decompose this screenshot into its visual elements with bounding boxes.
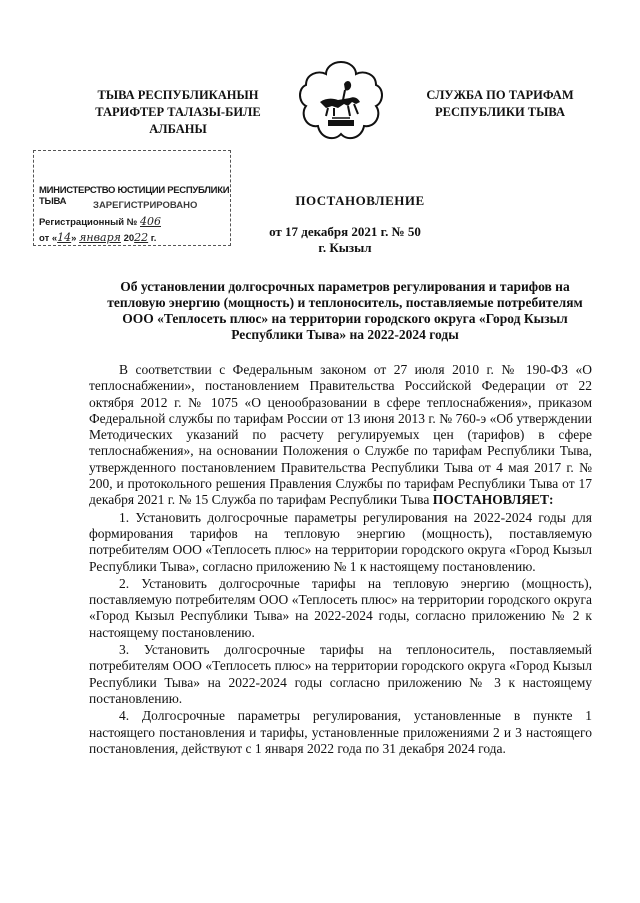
tuva-emblem-icon xyxy=(298,58,384,146)
stamp-date-year-prefix: 20 xyxy=(123,233,135,244)
stamp-date-day: 14 xyxy=(57,231,72,244)
preamble-paragraph xyxy=(89,362,592,509)
stamp-ministry: МИНИСТЕРСТВО ЮСТИЦИИ РЕСПУБЛИКИ ТЫВА xyxy=(39,185,230,207)
document-date-number: от 17 декабря 2021 г. № 50 xyxy=(269,224,421,239)
document-body xyxy=(89,362,592,757)
document-title: ПОСТАНОВЛЕНИЕ xyxy=(295,193,425,208)
preamble-text: В соответствии с Федеральным законом от 27 июля 2010 г. № 190-ФЗ «О теплоснабжении», постановлением Правительства Российской Федерации от 22 октября 2012 г. № 1075 «О ценообразовании в сфере теплоснабжения», приказом Федеральной службы по тарифам России от 13 июня 2013 г. № 760-э «Об утверждении Методических указаний по расчету регулируемых цен (тарифов) в сфере теплоснабжения», на основании Положения о Службе по тарифам Республики Тыва, утвержденного постановлением Правительства Республики Тыва от 4 мая 2017 г. № 200, и протокольного решения Правления Службы по тарифам Республики Тыва от 17 декабря 2021 г. № 15 Служба по тарифам Республики Тыва xyxy=(89,362,592,508)
resolution-item-3: 3. Установить долгосрочные тарифы на теплоноситель, поставляемый потребителям ООО «Теплосеть плюс» на территории городского округа «Город Кызыл Республики Тыва» на 2022-2024 годы согласно приложению № 3 к настоящему постановлению. xyxy=(89,642,592,706)
resolution-item-4: 4. Долгосрочные параметры регулирования, установленные в пункте 1 настоящего постановления и тарифы, установленные приложениями 2 и 3 настоящего постановления, действуют с 1 января 2022 года по 31 декабря 2024 года. xyxy=(89,708,592,756)
stamp-date-month: января xyxy=(79,231,121,244)
org-name-russian: СЛУЖБА ПО ТАРИФАМ РЕСПУБЛИКИ ТЫВА xyxy=(426,88,574,119)
org-name-tuvan: ТЫВА РЕСПУБЛИКАНЫН ТАРИФТЕР ТАЛАЗЫ-БИЛЕ АЛБАНЫ xyxy=(95,88,261,136)
stamp-status: ЗАРЕГИСТРИРОВАНО xyxy=(93,200,198,211)
resolution-item-2: 2. Установить долгосрочные тарифы на тепловую энергию (мощность), поставляемую потребителям ООО «Теплосеть плюс» на территории городского округа «Город Кызыл Республики Тыва» на 2022-2024 годы, согласно приложению № 2 к настоящему постановлению. xyxy=(89,575,592,640)
stamp-reg-line xyxy=(39,215,161,228)
stamp-date-line xyxy=(39,231,156,244)
stamp-date-year: 22 xyxy=(134,231,149,244)
stamp-reg-label: Регистрационный № xyxy=(39,217,138,228)
stamp-reg-number: 406 xyxy=(140,215,161,228)
stamp-date-suffix: г. xyxy=(150,233,157,244)
registration-stamp xyxy=(33,150,233,248)
document-city: г. Кызыл xyxy=(318,240,372,255)
document-subject: Об установлении долгосрочных параметров регулирования и тарифов на тепловую энергию (мощность) и теплоноситель, поставляемые потребителям ООО «Теплосеть плюс» на территории городского округа «Город Кызыл Республики Тыва» на 2022-2024 годы xyxy=(107,279,583,342)
resolution-keyword: ПОСТАНОВЛЯЕТ: xyxy=(432,492,554,508)
resolution-item-1: 1. Установить долгосрочные параметры регулирования на 2022-2024 годы для формирования тарифов на тепловую энергию (мощность), поставляемую потребителям ООО «Теплосеть плюс» на территории городского округа «Город Кызыл Республики Тыва», согласно приложению № 1 к настоящему постановлению. xyxy=(89,509,592,574)
stamp-date-mid: » xyxy=(71,233,77,244)
stamp-date-prefix: от « xyxy=(39,233,58,244)
